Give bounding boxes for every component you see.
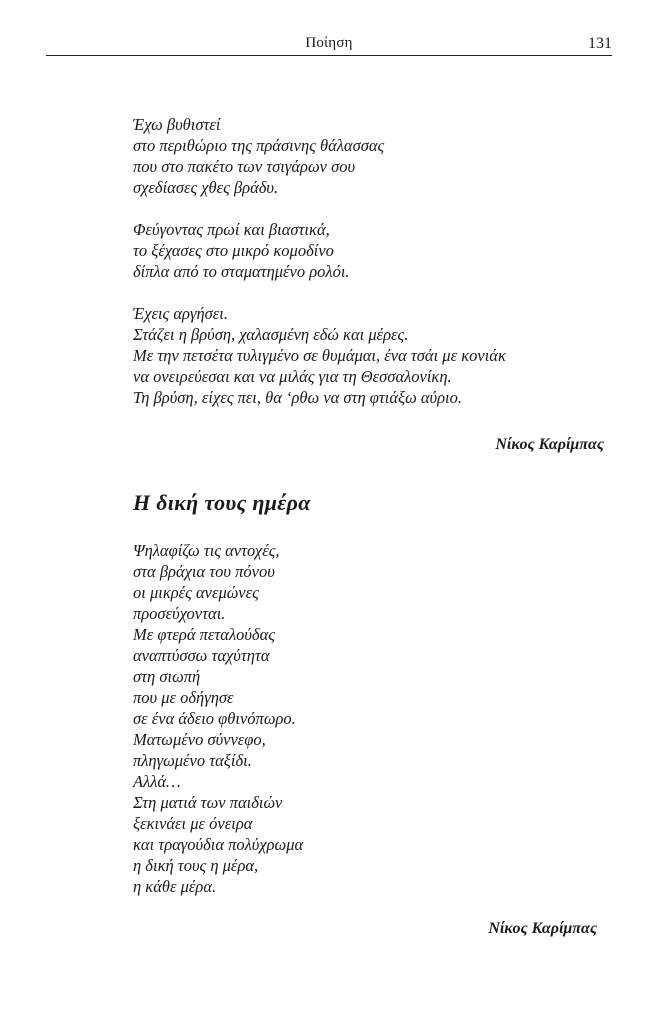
poem-line: Με την πετσέτα τυλιγμένο σε θυμάμαι, ένα τσάι με κονιάκ [133,346,506,365]
page-header [46,32,612,56]
poem-line: προσεύχονται. [133,604,226,623]
poem-line: στη σιωπή [133,667,201,686]
stanza-gap [133,282,506,303]
poem-second-title: Η δική τους ημέρα [133,490,311,515]
poem-line: Έχεις αργήσει. [133,304,228,323]
poem-line: Ματωμένο σύννεφο, [133,730,266,749]
running-header-title: Ποίηση [305,35,353,51]
poem-line: Φεύγοντας πρωί και βιαστικά, [133,220,330,239]
poem-line: που στο πακέτο των τσιγάρων σου [133,157,356,176]
stanza-gap [133,198,506,219]
poem-line: Στη ματιά των παιδιών [133,793,283,812]
poem-line: η δική τους η μέρα, [133,856,259,875]
header-rule [46,55,612,56]
poem-line: στο περιθώριο της πράσινης θάλασσας [133,136,385,155]
poem-line: να ονειρεύεσαι και να μιλάς για τη Θεσσαλονίκη. [133,367,452,386]
poem-line: οι μικρές ανεμώνες [133,583,259,602]
poem-line: Στάζει η βρύση, χαλασμένη εδώ και μέρες. [133,325,409,344]
poem-line: Έχω βυθιστεί [133,115,221,134]
poem-line: δίπλα από το σταματημένο ρολόι. [133,262,350,281]
poem-line: ξεκινάει με όνειρα [133,814,253,833]
poem-second-body [133,540,303,897]
poem-line: σε ένα άδειο φθινόπωρο. [133,709,296,728]
page-number: 131 [588,35,612,52]
poem-line: που με οδήγησε [133,688,234,707]
poem-line: Τη βρύση, είχες πει, θα ‘ρθω να στη φτιάξω αύριο. [133,388,463,407]
poem-second-author: Νίκος Καρίμπας [488,920,597,937]
poem-line: Με φτερά πεταλούδας [133,625,275,644]
poem-first-author: Νίκος Καρίμπας [495,436,604,453]
poem-line: Αλλά… [133,772,181,791]
poem-line: η κάθε μέρα. [133,877,217,896]
poem-line: το ξέχασες στο μικρό κομοδίνο [133,241,334,260]
poem-line: πληγωμένο ταξίδι. [133,751,252,770]
poem-line: στα βράχια του πόνου [133,562,275,581]
poem-first-body [133,114,506,408]
poem-line: σχεδίασες χθες βράδυ. [133,178,279,197]
poem-line: Ψηλαφίζω τις αντοχές, [133,541,280,560]
poem-line: αναπτύσσω ταχύτητα [133,646,270,665]
poem-line: και τραγούδια πολύχρωμα [133,835,304,854]
